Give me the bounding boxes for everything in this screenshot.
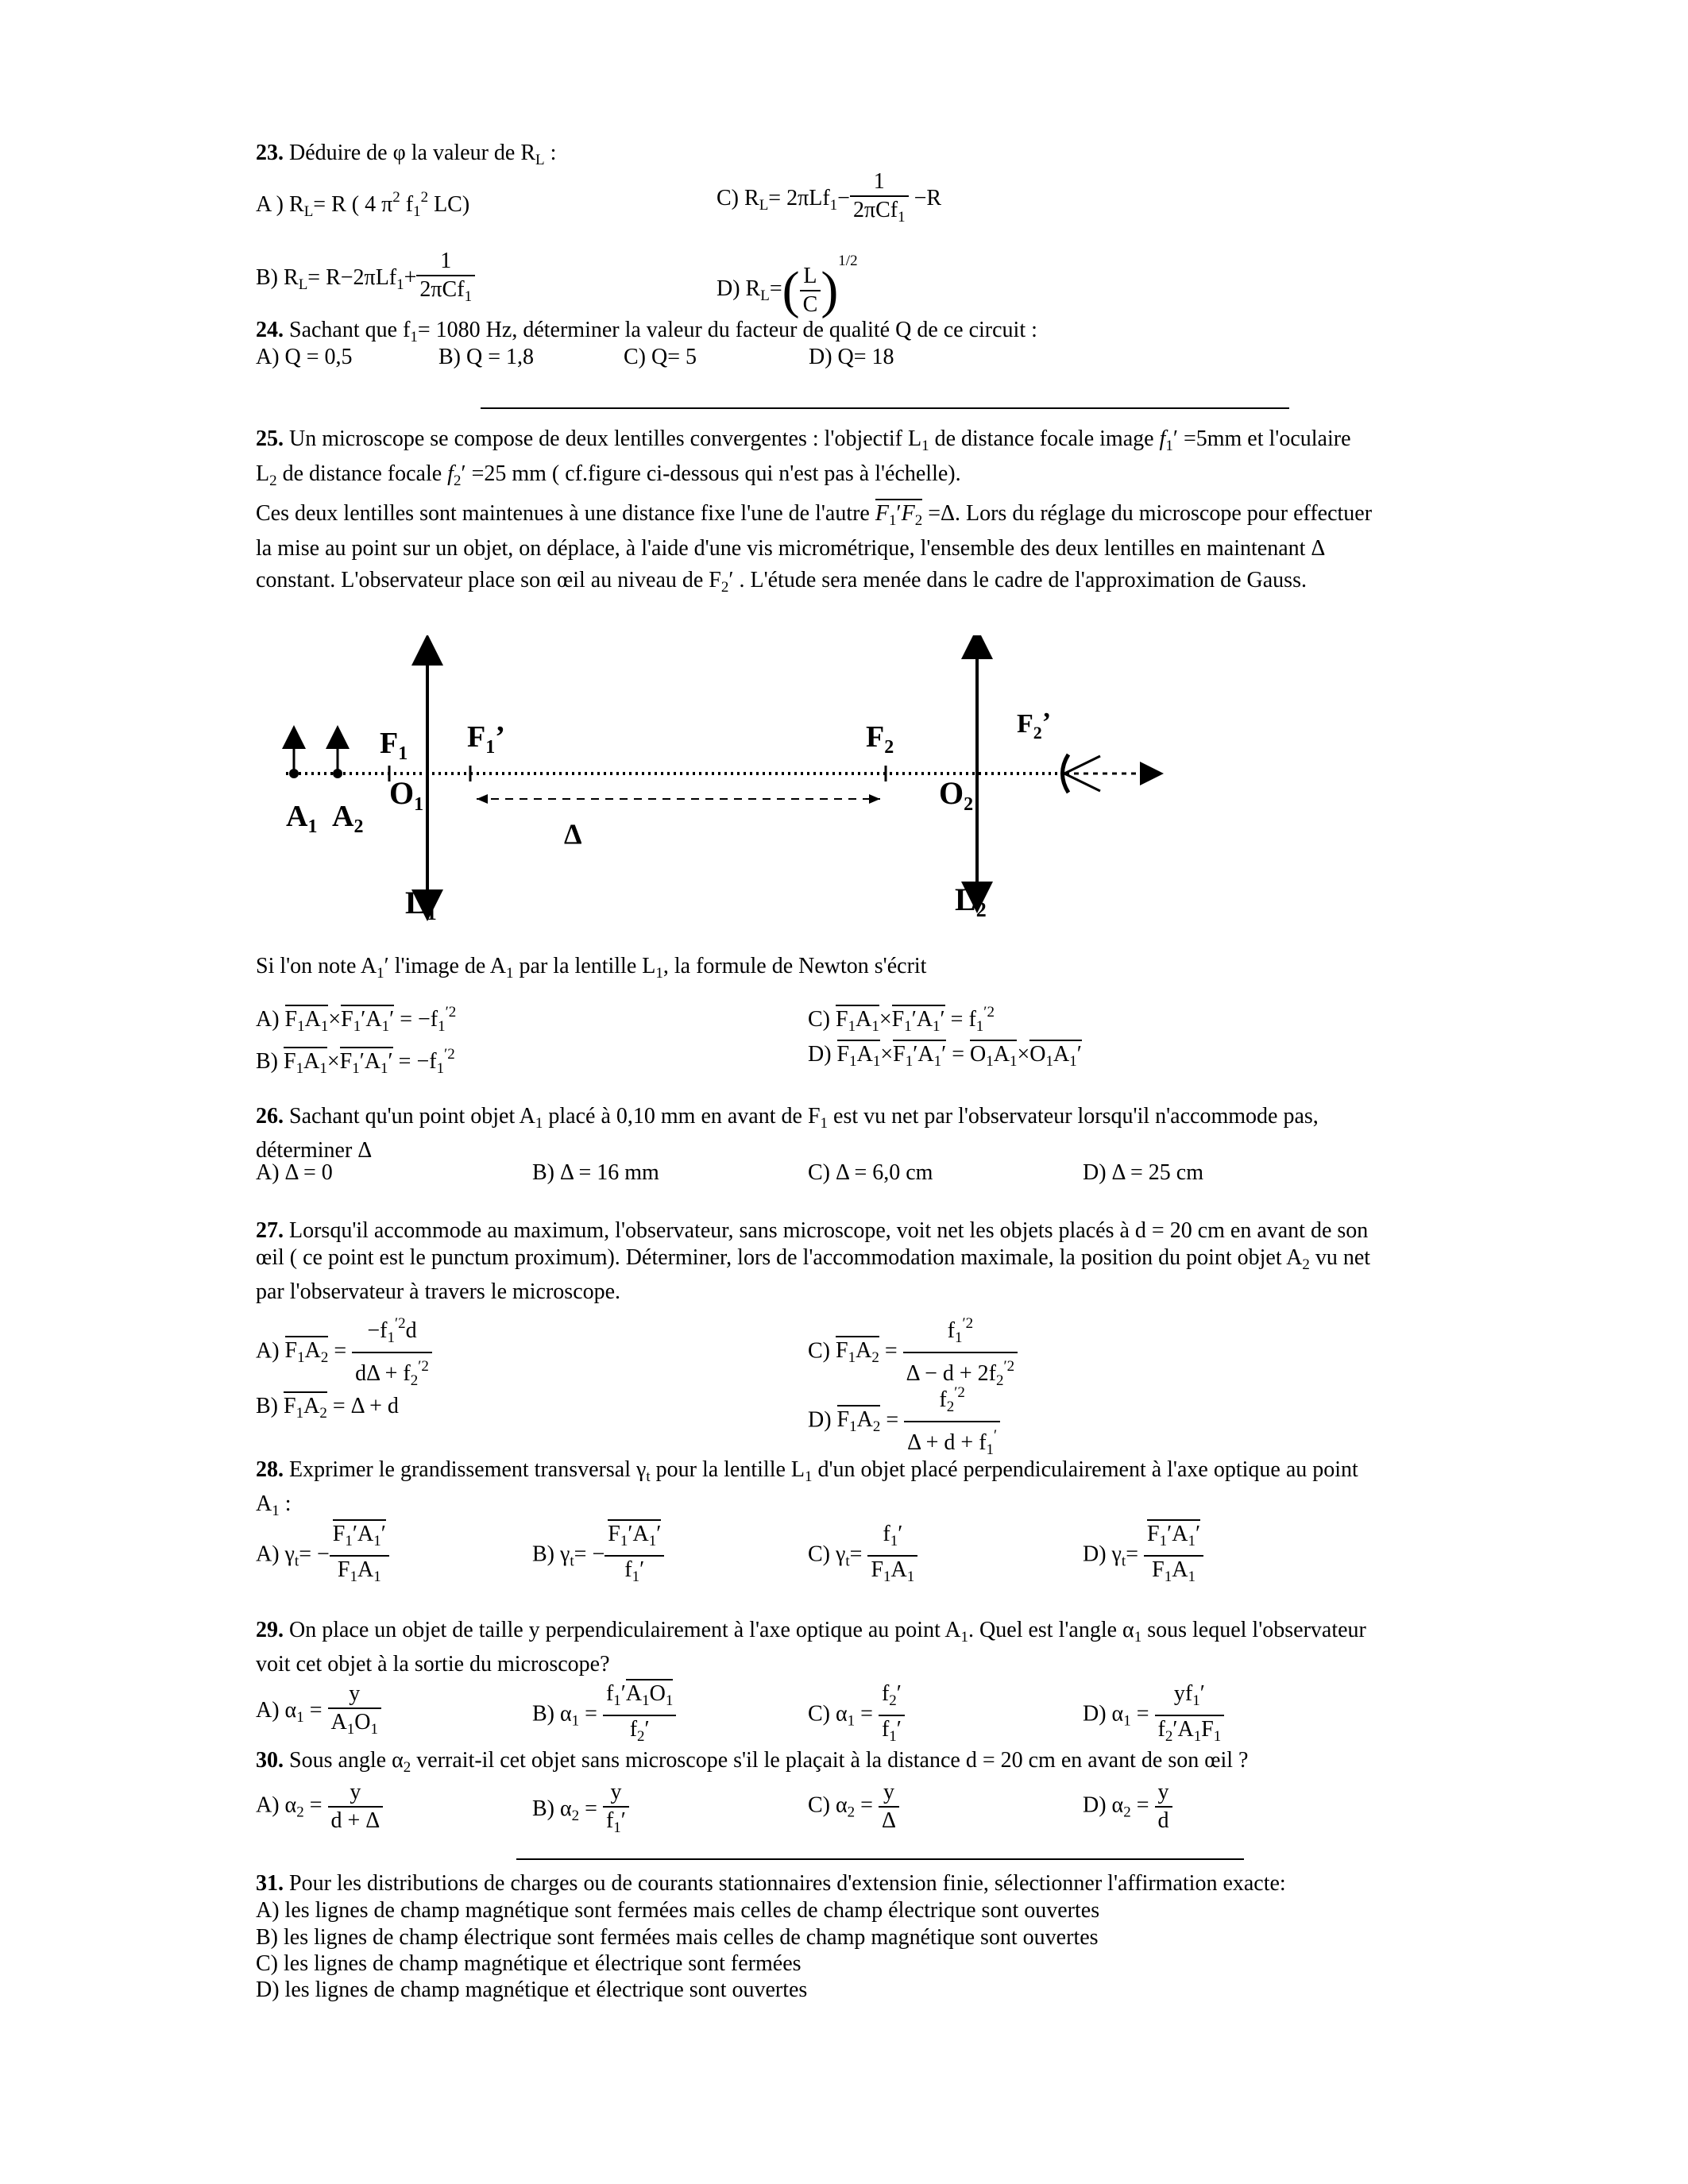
q23-option-d: D) $R_L=$( $\frac{L}{C}$ )$^{1/2}$ — [717, 253, 858, 319]
label-f2-prime: $F_2$’ — [1017, 708, 1052, 743]
q28-option-c: C) $\gamma_t=$ $\frac{f_1'}{F_1A_1}$ — [808, 1521, 917, 1591]
q25-paragraph: 25. Un microscope se compose de deux lentilles convergentes : l'objectif $L_1$ de distance focale image $f_1' =5mm$ et l'oculaire $L_2$ de distance focale $f_2' =25$ mm ( cf.figure ci-dessous qui n'est pas à l'échelle). Ces deux lentilles sont maintenues à une distance fixe l'une de l'autre $F_1'F_2 =\Delta$. Lors du réglage du microscope pour effectuer la mise au point sur un objet, on déplace, à l'aide d'une vis micrométrique, l'ensemble des deux lentilles en maintenant Δ constant. L'observateur place son œil au niveau de $F_2'$ . L'étude sera menée dans le cadre de l'approximation de Gauss. — [256, 426, 1373, 596]
q23-d-fraction: $\frac{L}{C}$ — [800, 263, 821, 318]
q31-option-a: A) les lignes de champ magnétique sont fermées mais celles de champ électrique sont ouvertes — [256, 1898, 1100, 1923]
label-f2: $F_2$ — [866, 720, 894, 758]
q29-option-c: C) $\alpha_1$ = $\frac{f_2'}{f_1'}$ — [808, 1680, 905, 1750]
q26-question: 26. Sachant qu'un point objet $A_1$ placé à 0,10 mm en avant de $F_1$ est vu net par l'observateur lorsqu'il n'accommode pas, déterminer Δ — [256, 1104, 1319, 1163]
q23-c-fraction: $\frac{1}{2\pi Cf_1}$ — [850, 168, 909, 231]
label-l2: $L_2$ — [955, 882, 987, 921]
q25-option-b: B) $F_1A_1\times F_1'A_1' = -f_1^{'2}$ — [256, 1046, 455, 1077]
q23-option-c: C) $R_L= 2\pi Lf_1-$ $\frac{1}{2\pi Cf_1}$ −R — [717, 168, 941, 231]
q24-option-a: A) Q = 0,5 — [256, 345, 353, 369]
q25-newton-text: Si l'on note $A_1'$ l'image de $A_1$ par la lentille $L_1$, la formule de Newton s'écrit — [256, 954, 927, 982]
q27-option-b: B) $F_1A_2 = \Delta + d$ — [256, 1393, 399, 1427]
q25-option-d: D) $F_1A_1\times F_1'A_1' = O_1A_1\times O_1A_1'$ — [808, 1041, 1082, 1075]
q29-option-b: B) $\alpha_1$ = $\frac{f_1'A_1O_1}{f_2'}$ — [532, 1680, 676, 1750]
point-a1 — [289, 769, 299, 778]
q24-option-d: D) Q= 18 — [809, 345, 894, 369]
q24-question: 24. Sachant que $f_1= 1080$ Hz, déterminer la valeur du facteur de qualité Q de ce circuit : — [256, 318, 1037, 345]
q28-question: 28. Exprimer le grandissement transversal $\gamma_t$ pour la lentille $L_1$ d'un objet placé perpendiculairement à l'axe optique au point $A_1$ : — [256, 1457, 1358, 1519]
q31-question: 31. Pour les distributions de charges ou de courants stationnaires d'extension finie, sélectionner l'affirmation exacte: — [256, 1871, 1286, 1896]
q23-option-a: A ) $R_L= R$ ( 4 $\pi^2$ $f_1^2$ LC) — [256, 189, 470, 220]
q23-option-b: B) $R_L= R-2\pi Lf_1+$ $\frac{1}{2\pi Cf_1}$ — [256, 248, 475, 311]
separator-rule-2 — [516, 1858, 1244, 1860]
q28-option-a: A) $\gamma_t=$ − $\frac{F_1'A_1'}{F_1A_1}$ — [256, 1521, 389, 1591]
q30-option-d: D) $\alpha_2$ = $\frac{y}{d}$ — [1083, 1779, 1172, 1835]
q29-option-d: D) $\alpha_1$ = $\frac{yf_1'}{f_2'A_1F_1}$ — [1083, 1680, 1224, 1750]
q24-option-c: C) Q= 5 — [624, 345, 697, 369]
label-delta: Δ — [564, 818, 582, 850]
microscope-diagram — [270, 635, 1184, 929]
q26-option-c: C) Δ = 6,0 cm — [808, 1160, 933, 1185]
q23-question: 23. Déduire de φ la valeur de $R_L$ : — [256, 141, 557, 168]
q23-number: 23. — [256, 141, 284, 165]
q29-question: 29. On place un objet de taille y perpendiculairement à l'axe optique au point $A_1$. Quel est l'angle $\alpha_1$ sous lequel l'observateur voit cet objet à la sortie du microscope? — [256, 1618, 1366, 1677]
q25-option-c: C) $F_1A_1\times F_1'A_1' = f_1^{'2}$ — [808, 1004, 995, 1035]
q31-option-d: D) les lignes de champ magnétique et électrique sont ouvertes — [256, 1978, 808, 2002]
q27-option-c: C) $F_1A_2$ = $\frac{f_1^{'2}}{\Delta - d + 2f_2^{'2}}$ — [808, 1310, 1018, 1395]
q28-option-d: D) $\gamma_t=$ $\frac{F_1'A_1'}{F_1A_1}$ — [1083, 1521, 1203, 1591]
q26-option-b: B) Δ = 16 mm — [532, 1160, 659, 1185]
label-f1-prime: $F_1$’ — [467, 720, 505, 758]
separator-rule — [481, 407, 1289, 409]
q31-option-b: B) les lignes de champ électrique sont fermées mais celles de champ magnétique sont ouvertes — [256, 1925, 1099, 1950]
q23-b-fraction: $\frac{1}{2\pi Cf_1}$ — [416, 248, 475, 311]
q31-option-c: C) les lignes de champ magnétique et électrique sont fermées — [256, 1951, 802, 1976]
q30-question: 30. Sous angle $\alpha_2$ verrait-il cet objet sans microscope s'il le plaçait à la distance d = 20 cm en avant de son œil ? — [256, 1748, 1249, 1776]
q27-option-d: D) $F_1A_2$ = $\frac{f_2^{'2}}{\Delta + d + f_1'}$ — [808, 1379, 1000, 1464]
label-a2: $A_2$ — [332, 800, 364, 837]
q26-option-d: D) Δ = 25 cm — [1083, 1160, 1204, 1185]
q25-option-a: A) $F_1A_1\times F_1'A_1' = -f_1^{'2}$ — [256, 1004, 457, 1035]
point-a2 — [333, 769, 342, 778]
q30-option-a: A) $\alpha_2$ = $\frac{y}{d + \Delta}$ — [256, 1779, 383, 1835]
q26-option-a: A) Δ = 0 — [256, 1160, 333, 1185]
label-o1: $O_1$ — [389, 775, 424, 815]
q30-option-c: C) $\alpha_2$ = $\frac{y}{\Delta}$ — [808, 1779, 899, 1835]
label-a1: $A_1$ — [286, 800, 318, 837]
label-l1: $L_1$ — [405, 885, 437, 924]
q28-option-b: B) $\gamma_t=$ − $\frac{F_1'A_1'}{f_1'}$ — [532, 1521, 664, 1591]
q24-option-b: B) Q = 1,8 — [438, 345, 535, 369]
q27-question: 27. Lorsqu'il accommode au maximum, l'observateur, sans microscope, voit net les objets placés à d = 20 cm en avant de son œil ( ce point est le punctum proximum). Déterminer, lors de l'accommodation maximale, la position du point objet $A_2$ vu net par l'observateur à travers le microscope. — [256, 1218, 1371, 1304]
label-f1: $F_1$ — [380, 727, 408, 764]
q29-option-a: A) $\alpha_1$ = $\frac{y}{A_1O_1}$ — [256, 1680, 381, 1743]
label-o2: $O_2$ — [939, 775, 974, 815]
q27-option-a: A) $F_1A_2$ = $\frac{-f_1^{'2}d}{d\Delta + f_2^{'2}}$ — [256, 1310, 432, 1395]
q30-option-b: B) $\alpha_2$ = $\frac{y}{f_1'}$ — [532, 1779, 629, 1842]
